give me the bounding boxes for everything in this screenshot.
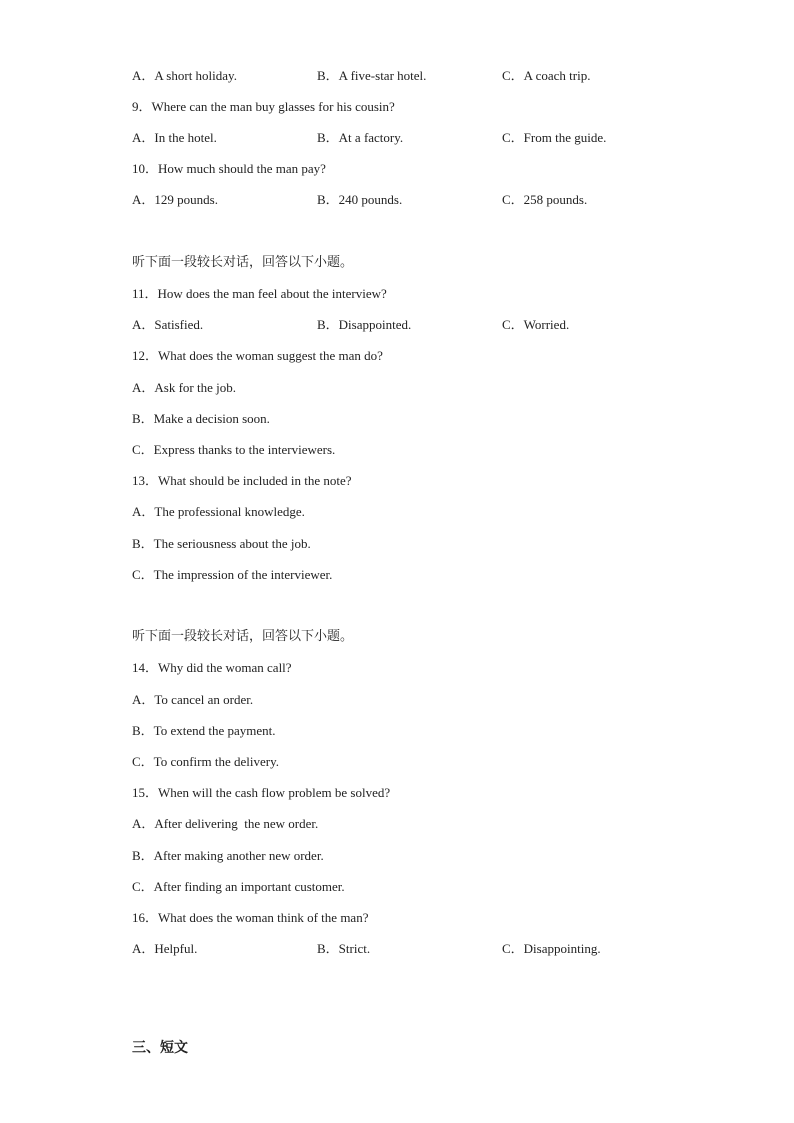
q15-question: 15．When will the cash flow problem be solved?	[132, 785, 391, 800]
section-three-heading: 三、短文	[132, 1040, 188, 1056]
q13-option-b: B．The seriousness about the job.	[132, 536, 311, 551]
q8-option-c: C．A coach trip.	[502, 68, 591, 83]
q12-option-b: B．Make a decision soon.	[132, 411, 270, 426]
q12-option-a: A．Ask for the job.	[132, 380, 236, 395]
q10-option-a: A．129 pounds.	[132, 192, 218, 207]
q13-question: 13．What should be included in the note?	[132, 473, 352, 488]
q16-option-c: C．Disappointing.	[502, 941, 601, 956]
q13-option-a: A．The professional knowledge.	[132, 504, 305, 519]
q9-option-b: B．At a factory.	[317, 130, 404, 145]
q9-option-a: A．In the hotel.	[132, 130, 217, 145]
q16-option-a: A．Helpful.	[132, 941, 198, 956]
q10-option-c: C．258 pounds.	[502, 192, 588, 207]
section-intro-2: 听下面一段较长对话，回答以下小题。	[132, 629, 354, 644]
q14-option-c: C．To confirm the delivery.	[132, 754, 279, 769]
q15-option-c: C．After finding an important customer.	[132, 879, 345, 894]
q11-option-c: C．Worried.	[502, 317, 570, 332]
q9-question: 9．Where can the man buy glasses for his cousin?	[132, 99, 395, 114]
q13-option-c: C．The impression of the interviewer.	[132, 567, 333, 582]
q15-option-a: A．After delivering the new order.	[132, 816, 319, 831]
q14-option-b: B．To extend the payment.	[132, 723, 276, 738]
q14-question: 14．Why did the woman call?	[132, 660, 292, 675]
q14-option-a: A．To cancel an order.	[132, 692, 254, 707]
section-intro-1: 听下面一段较长对话，回答以下小题。	[132, 255, 354, 270]
q16-option-b: B．Strict.	[317, 941, 371, 956]
q11-option-b: B．Disappointed.	[317, 317, 412, 332]
q8-option-b: B．A five-star hotel.	[317, 68, 427, 83]
q12-question: 12．What does the woman suggest the man do?	[132, 348, 383, 363]
q9-option-c: C．From the guide.	[502, 130, 607, 145]
q11-question: 11．How does the man feel about the interview?	[132, 286, 387, 301]
q11-option-a: A．Satisfied.	[132, 317, 204, 332]
q12-option-c: C．Express thanks to the interviewers.	[132, 442, 336, 457]
q10-option-b: B．240 pounds.	[317, 192, 403, 207]
q15-option-b: B．After making another new order.	[132, 848, 324, 863]
q16-question: 16．What does the woman think of the man?	[132, 910, 369, 925]
q10-question: 10．How much should the man pay?	[132, 161, 326, 176]
q8-option-a: A．A short holiday.	[132, 68, 237, 83]
